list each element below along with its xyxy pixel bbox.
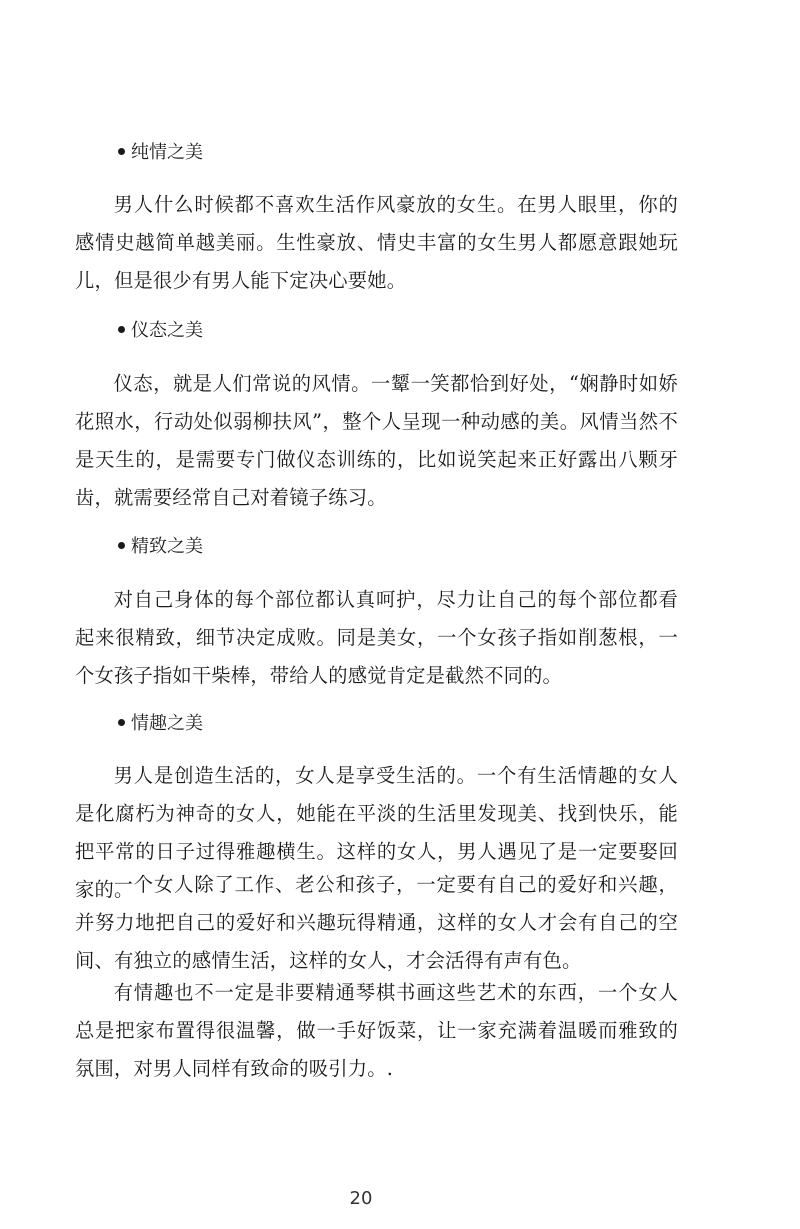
paragraph: 仪态，就是人们常说的风情。一颦一笑都恰到好处，“娴静时如娇花照水，行动处似弱柳扶风”，整个人呈现一种动感的美。风情当然不是天生的，是需要专门做仪态训练的，比如说笑起来正好露出八颗牙齿，就需要经常自己对着镜子练习。 (75, 372, 678, 509)
section-heading-deportment (118, 318, 203, 344)
paragraph: 有情趣也不一定是非要精通琴棋书画这些艺术的东西，一个女人总是把家布置得很温馨，做一手好饭菜，让一家充满着温暖而雅致的氛围，对男人同样有致命的吸引力。. (75, 981, 678, 1080)
bullet-icon (118, 148, 125, 155)
paragraph: 对自己身体的每个部位都认真呵护，尽力让自己的每个部位都看起来很精致，细节决定成败。同是美女，一个女孩子指如削葱根，一个女孩子指如干柴棒，带给人的感觉肯定是截然不同的。 (75, 588, 678, 687)
page-number: 20 (349, 1188, 373, 1209)
bullet-icon (118, 326, 125, 333)
bullet-icon (118, 542, 125, 549)
section-heading-text: 纯情之美 (131, 142, 203, 163)
section-heading-purity (118, 140, 203, 166)
bullet-icon (118, 719, 125, 726)
paragraph: 一个女人除了工作、老公和孩子，一定要有自己的爱好和兴趣，并努力地把自己的爱好和兴趣玩得精通，这样的女人才会有自己的空间、有独立的感情生活，这样的女人，才会活得有声有色。 (75, 873, 678, 972)
section-heading-text: 精致之美 (131, 536, 203, 557)
paragraph: 男人什么时候都不喜欢生活作风豪放的女生。在男人眼里，你的感情史越简单越美丽。生性豪放、情史丰富的女生男人都愿意跟她玩儿，但是很少有男人能下定决心要她。 (75, 193, 678, 292)
paragraph: 男人是创造生活的，女人是享受生活的。一个有生活情趣的女人是化腐朽为神奇的女人，她能在平淡的生活里发现美、找到快乐，能把平常的日子过得雅趣横生。这样的女人，男人遇见了是一定要娶回家的。 (75, 764, 678, 901)
section-heading-charm (118, 711, 203, 737)
section-heading-text: 情趣之美 (131, 713, 203, 734)
section-heading-refinement (118, 534, 203, 560)
section-heading-text: 仪态之美 (131, 320, 203, 341)
